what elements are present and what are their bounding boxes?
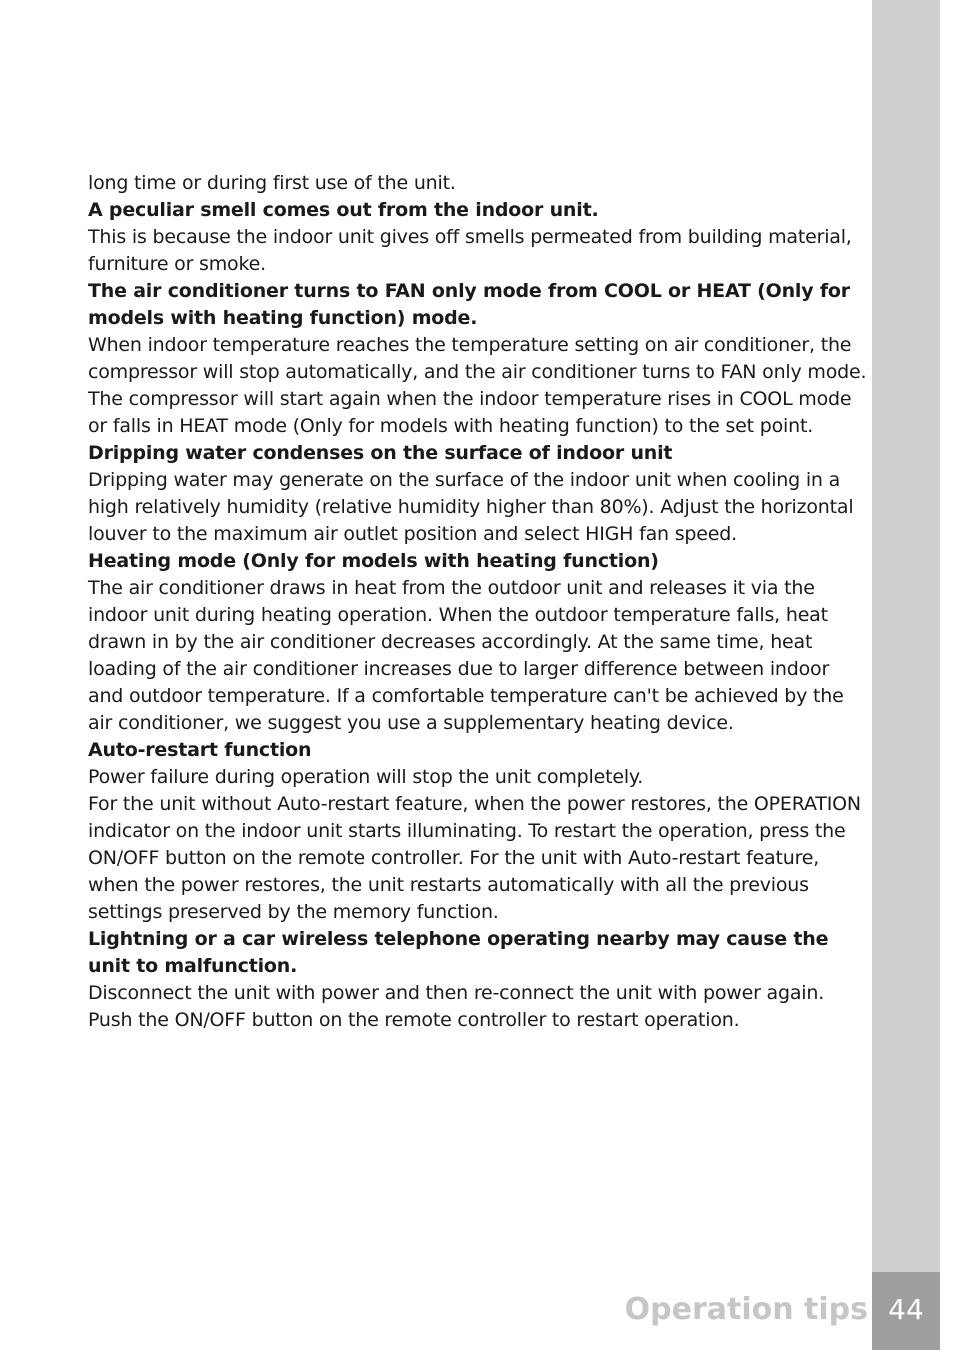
paragraph: For the unit without Auto-restart feature, when the power restores, the OPERATION indicator on the indoor unit starts illuminating. To restart the operation, press the ON/OFF button on the remote controller. For the unit with Auto-restart feature, when the power restores, the unit restarts automatically with all the previous settings preserved by the memory function. — [88, 793, 861, 923]
page-number: 44 — [888, 1293, 924, 1326]
subheading: Dripping water condenses on the surface of indoor unit — [88, 442, 673, 464]
subheading: Auto-restart function — [88, 739, 312, 761]
paragraph: The air conditioner draws in heat from the outdoor unit and releases it via the indoor unit during heating operation. When the outdoor temperature falls, heat drawn in by the air conditioner decreases accordingly. At the same time, heat loading of the air conditioner increases due to larger difference between indoor and outdoor temperature. If a comfortable temperature can't be achieved by the air conditioner, we suggest you use a supplementary heating device. — [88, 577, 844, 734]
subheading: The air conditioner turns to FAN only mode from COOL or HEAT (Only for models with heating function) mode. — [88, 280, 850, 329]
paragraph: Dripping water may generate on the surface of the indoor unit when cooling in a high relatively humidity (relative humidity higher than 80%). Adjust the horizontal louver to the maximum air outlet position and select HIGH fan speed. — [88, 469, 854, 545]
subheading: A peculiar smell comes out from the indoor unit. — [88, 199, 599, 221]
paragraph: This is because the indoor unit gives off smells permeated from building material, furniture or smoke. — [88, 226, 852, 275]
body-content — [88, 170, 868, 1034]
paragraph: Power failure during operation will stop the unit completely. — [88, 766, 644, 788]
section-title: Operation tips — [624, 1292, 868, 1327]
paragraph: long time or during first use of the unit. — [88, 172, 456, 194]
side-tab-bar — [872, 0, 940, 1350]
subheading: Lightning or a car wireless telephone operating nearby may cause the unit to malfunction. — [88, 928, 829, 977]
paragraph: When indoor temperature reaches the temperature setting on air conditioner, the compressor will stop automatically, and the air conditioner turns to FAN only mode. The compressor will start again when the indoor temperature rises in COOL mode or falls in HEAT mode (Only for models with heating function) to the set point. — [88, 334, 867, 437]
paragraph: Disconnect the unit with power and then re-connect the unit with power again. Push the ON/OFF button on the remote controller to restart operation. — [88, 982, 825, 1031]
subheading: Heating mode (Only for models with heating function) — [88, 550, 659, 572]
